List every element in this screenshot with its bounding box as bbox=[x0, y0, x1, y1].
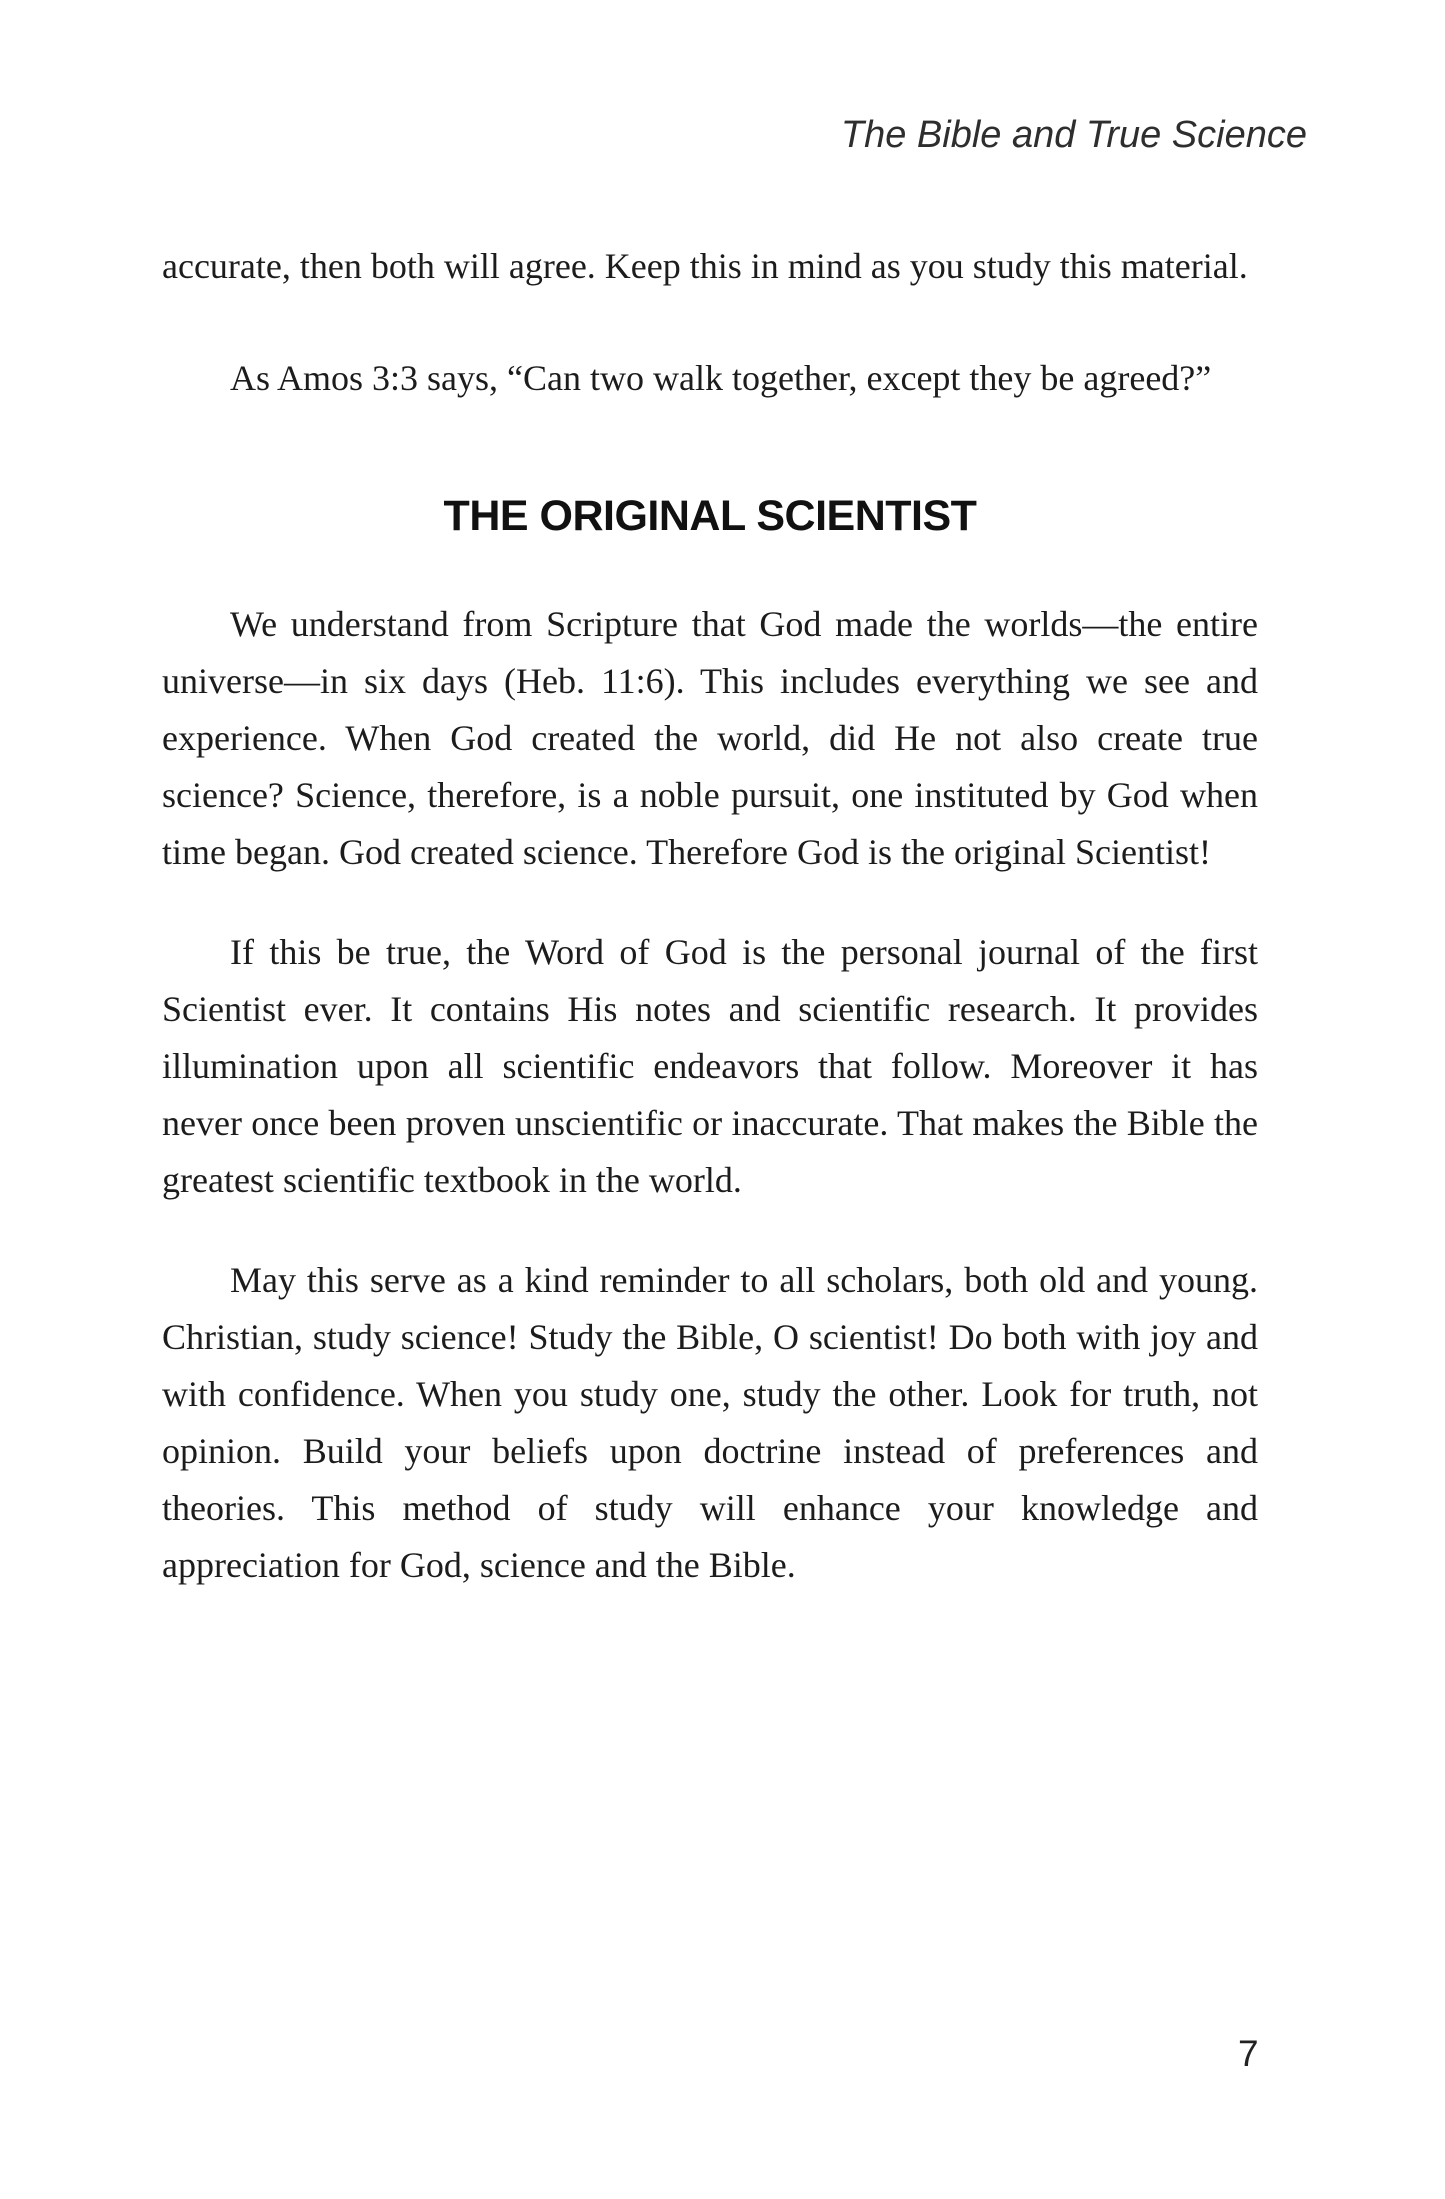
paragraph: If this be true, the Word of God is the personal journal of the first Scientist ever. It contains His notes and scientific research. It provides illumination upon all scientific endeavors that follow. Moreover it has never once been proven unscientific or inaccurate. That makes the Bible the greatest scientific textbook in the world. bbox=[162, 931, 1258, 1200]
paragraph-continuation: accurate, then both will agree. Keep this in mind as you study this material. bbox=[162, 246, 1248, 286]
section-heading: THE ORIGINAL SCIENTIST bbox=[443, 492, 977, 540]
running-header: The Bible and True Science bbox=[840, 114, 1307, 156]
page-number: 7 bbox=[1238, 2033, 1259, 2074]
paragraph: We understand from Scripture that God made the worlds—the entire universe—in six days (Heb. 11:6). This includes everything we see and experience. When God created the world, did He not also create true science? Science, therefore, is a noble pursuit, one instituted by God when time began. God created science. Therefore God is the original Scientist! bbox=[162, 603, 1258, 872]
paragraph: May this serve as a kind reminder to all scholars, both old and young. Christian, study science! Study the Bible, O scientist! Do both with joy and with confidence. When you study one, study the other. Look for truth, not opinion. Build your beliefs upon doctrine instead of preferences and theories. This method of study will enhance your knowledge and appreciation for God, science and the Bible. bbox=[162, 1259, 1258, 1585]
scripture-quote: As Amos 3:3 says, “Can two walk together, except they be agreed?” bbox=[230, 358, 1212, 398]
page-body bbox=[162, 238, 1258, 1637]
